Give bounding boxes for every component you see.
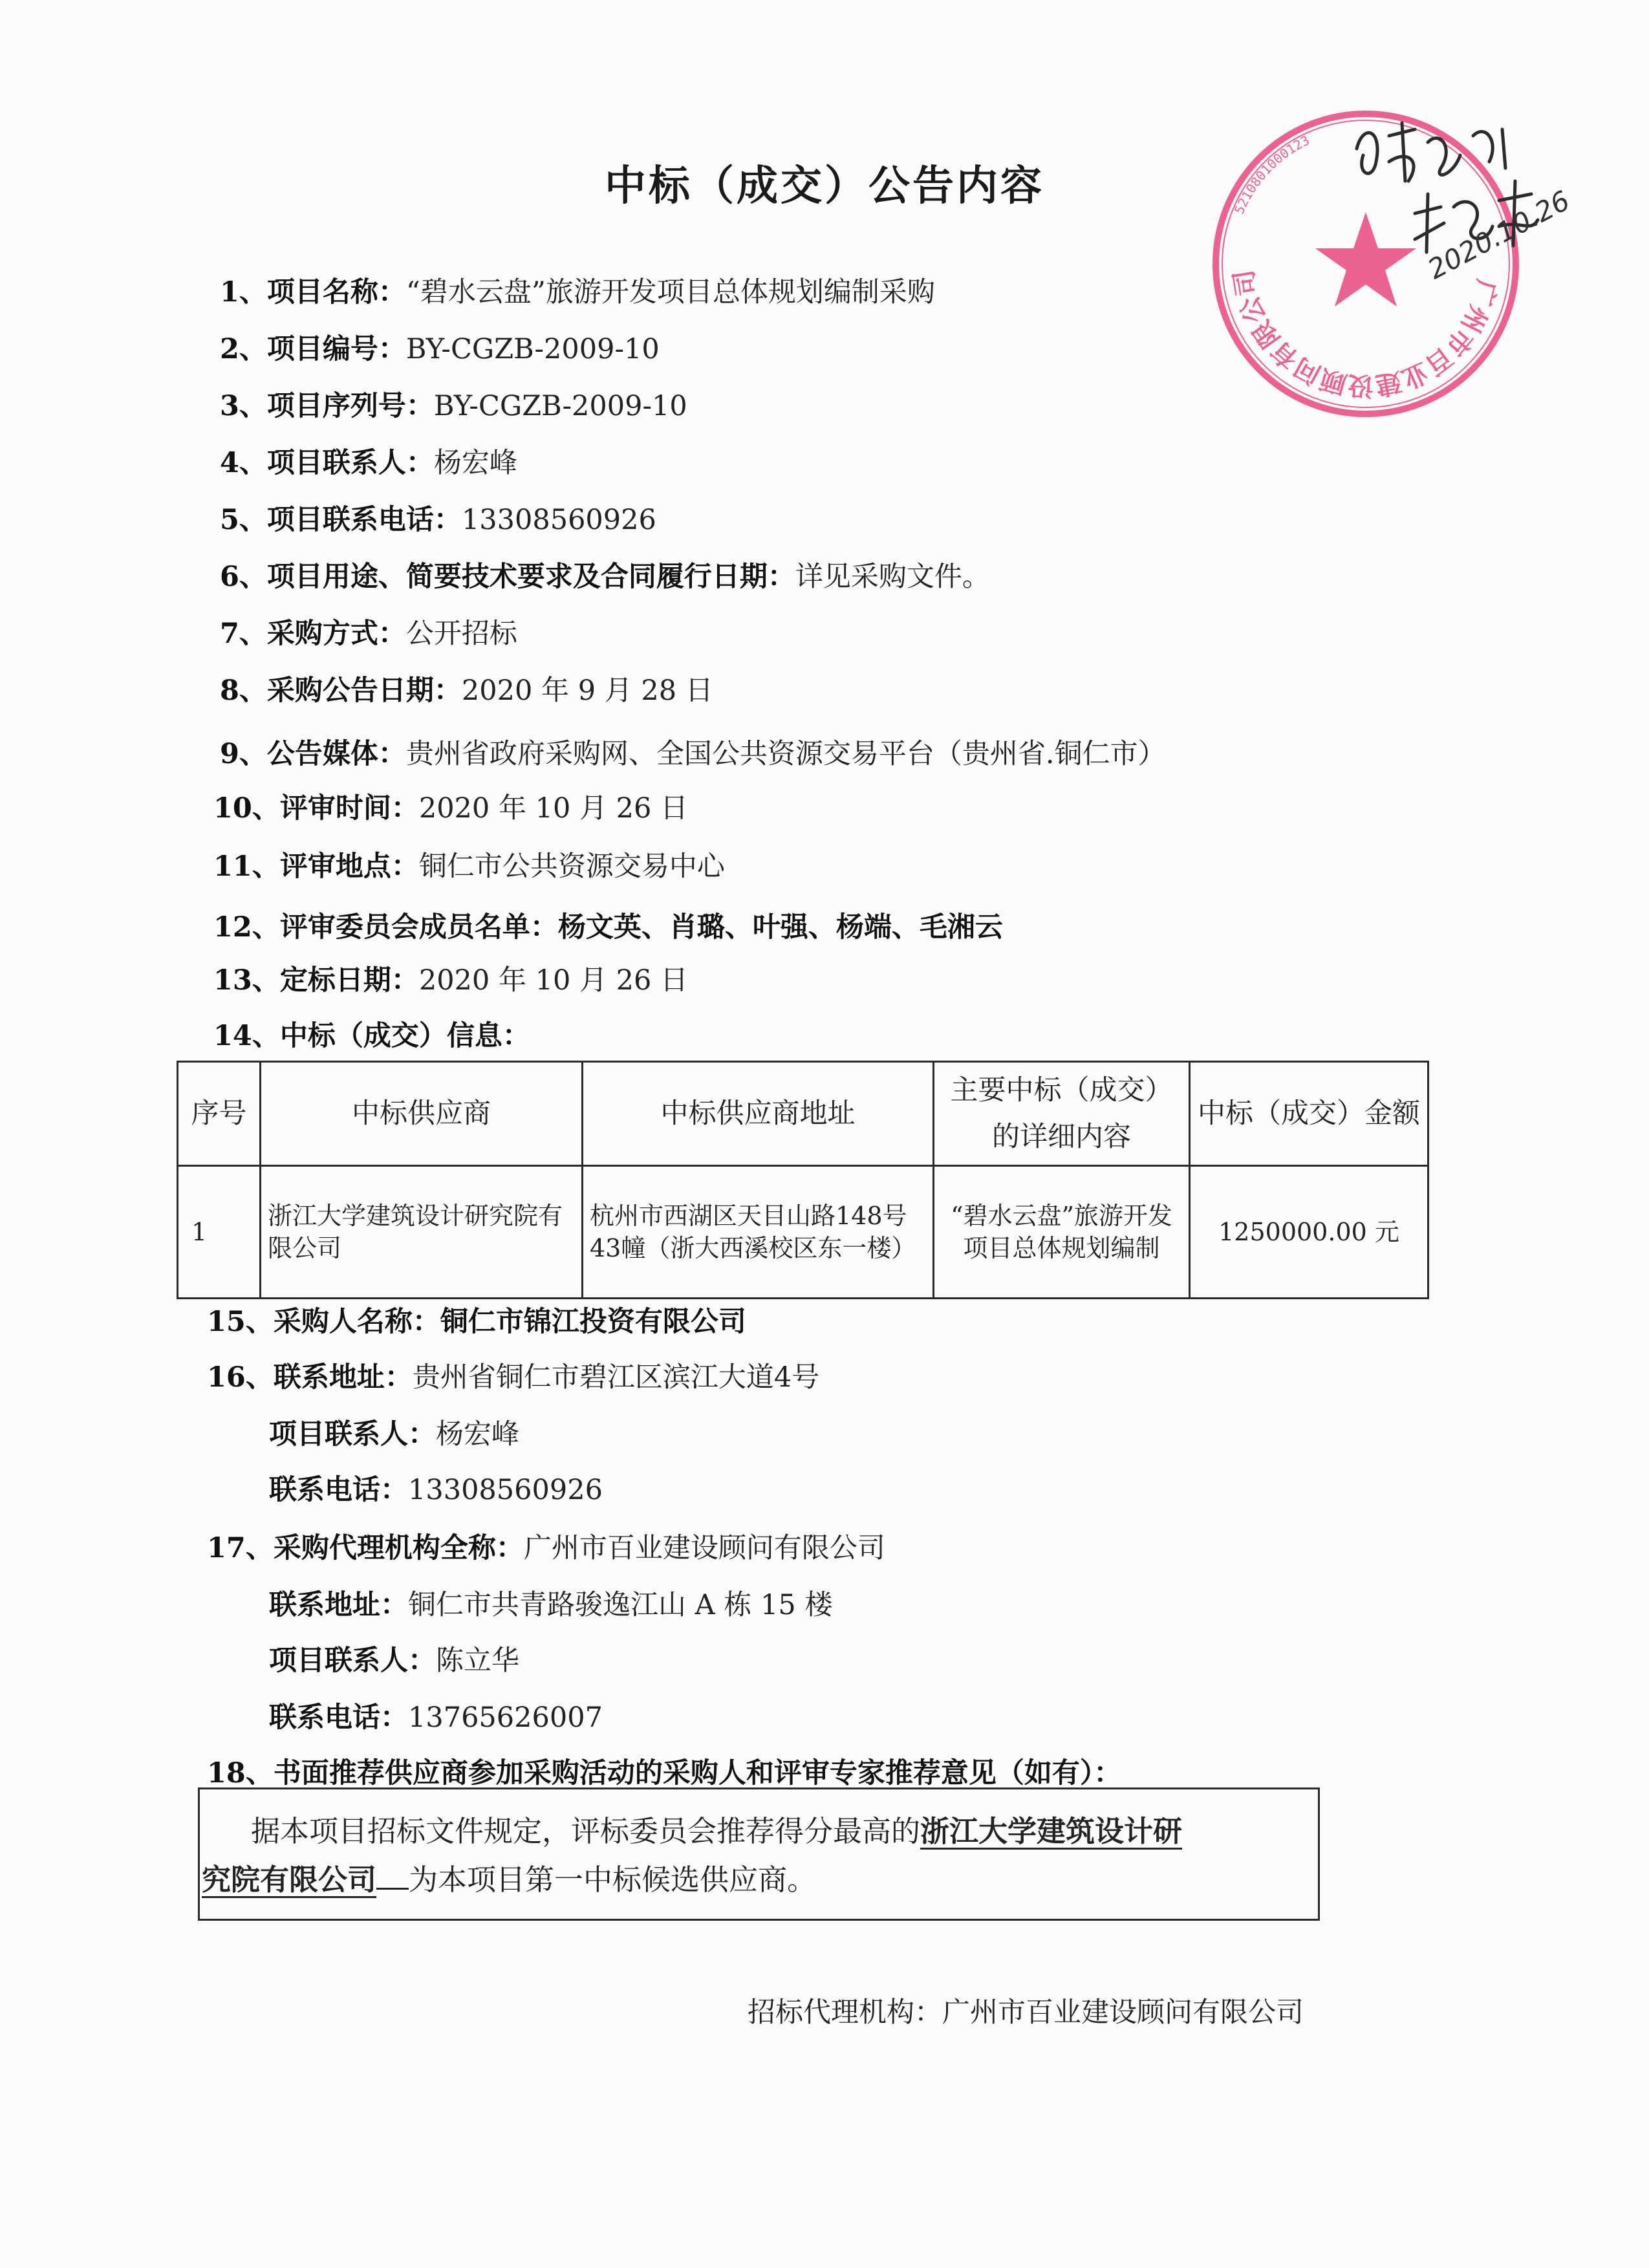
item-label: 8、采购公告日期： — [220, 675, 462, 707]
item-label: 15、采购人名称： — [207, 1306, 440, 1338]
item-review-location — [213, 847, 725, 886]
item-project-phone — [220, 501, 656, 539]
item-project-contact — [220, 444, 517, 482]
item-label: 16、联系地址： — [207, 1361, 413, 1394]
item-value: “碧水云盘”旅游开发项目总体规划编制采购 — [405, 276, 935, 308]
item-value: 铜仁市公共资源交易中心 — [418, 850, 725, 883]
item-value: 杨宏峰 — [436, 1418, 519, 1451]
item-agency-address — [269, 1586, 832, 1625]
item-value: 13308560926 — [408, 1474, 603, 1506]
item-label: 17、采购代理机构全称： — [207, 1532, 524, 1564]
header-award-content: 主要中标（成交）的详细内容 — [934, 1062, 1190, 1166]
item-label: 项目联系人： — [269, 1418, 436, 1451]
item-label: 项目联系人： — [269, 1645, 436, 1677]
item-label: 11、评审地点： — [213, 850, 419, 883]
item-purchaser-name — [207, 1302, 746, 1341]
item-media — [220, 735, 1166, 773]
recommendation-part-1: 据本项目招标文件规定，评标委员会推荐得分最高的 — [251, 1814, 921, 1848]
table-row — [178, 1166, 1428, 1299]
stamp-serial: 5210801000123 — [1231, 132, 1312, 217]
cell-supplier-address: 杭州市西湖区天目山路148号43幢（浙大西溪校区东一楼） — [583, 1166, 934, 1299]
item-label: 13、定标日期： — [213, 964, 419, 997]
cell-index: 1 — [178, 1166, 261, 1299]
item-award-info — [213, 1017, 530, 1055]
underline-blank — [376, 1862, 409, 1890]
item-label: 6、项目用途、简要技术要求及合同履行日期： — [220, 561, 795, 593]
item-label: 4、项目联系人： — [220, 447, 434, 479]
item-value: 详见采购文件。 — [795, 561, 990, 593]
header-award-amount: 中标（成交）金额 — [1190, 1062, 1428, 1166]
item-label: 联系电话： — [269, 1474, 408, 1506]
item-purchaser-contact — [269, 1415, 519, 1454]
footer-agency — [748, 1993, 1304, 2032]
item-label: 18、书面推荐供应商参加采购活动的采购人和评审专家推荐意见（如有）： — [207, 1757, 1122, 1789]
award-table — [177, 1061, 1429, 1299]
recommendation-line-1 — [251, 1807, 1182, 1855]
item-value: 贵州省政府采购网、全国公共资源交易平台（贵州省.铜仁市） — [405, 738, 1166, 770]
item-label: 12、评审委员会成员名单： — [213, 911, 558, 944]
item-value: 公开招标 — [405, 618, 517, 650]
item-label: 14、中标（成交）信息： — [213, 1020, 530, 1052]
item-purchaser-phone — [269, 1471, 603, 1509]
item-value: 铜仁市锦江投资有限公司 — [440, 1306, 746, 1338]
header-supplier-address: 中标供应商地址 — [583, 1062, 934, 1166]
item-project-usage — [220, 557, 990, 596]
item-label: 2、项目编号： — [220, 333, 406, 365]
item-value: 2020 年 10 月 26 日 — [418, 792, 689, 825]
cell-award-amount: 1250000.00 元 — [1190, 1166, 1428, 1299]
item-value: 杨宏峰 — [433, 447, 517, 479]
cell-award-content: “碧水云盘”旅游开发项目总体规划编制 — [934, 1166, 1190, 1299]
item-project-name — [220, 273, 935, 312]
item-label: 联系地址： — [269, 1589, 408, 1621]
item-project-serial — [220, 387, 687, 426]
item-value: 广州市百业建设顾问有限公司 — [523, 1532, 885, 1564]
item-value: 陈立华 — [436, 1645, 519, 1677]
item-label: 联系电话： — [269, 1701, 408, 1734]
item-label: 5、项目联系电话： — [220, 504, 462, 536]
item-value: BY-CGZB-2009-10 — [433, 390, 687, 422]
item-agency-name — [207, 1529, 885, 1568]
recommendation-part-2: 为本项目第一中标候选供应商。 — [409, 1863, 817, 1897]
cell-supplier: 浙江大学建筑设计研究院有限公司 — [261, 1166, 583, 1299]
item-committee-members — [213, 908, 1003, 947]
item-value: 2020 年 9 月 28 日 — [461, 675, 713, 707]
recommendation-line-2 — [202, 1855, 816, 1904]
item-project-number — [220, 330, 660, 369]
footer-label: 招标代理机构： — [748, 1996, 942, 2029]
item-label: 3、项目序列号： — [220, 390, 434, 422]
header-supplier: 中标供应商 — [261, 1062, 583, 1166]
item-agency-phone — [269, 1698, 603, 1737]
page-title: 中标（成交）公告内容 — [605, 162, 1044, 210]
header-index: 序号 — [178, 1062, 261, 1166]
recommended-supplier-part-a: 浙江大学建筑设计研 — [920, 1814, 1183, 1848]
item-label: 10、评审时间： — [213, 792, 419, 825]
item-award-date — [213, 961, 688, 1000]
item-value: 铜仁市共青路骏逸江山 A 栋 15 楼 — [408, 1589, 833, 1621]
item-value: 13765626007 — [408, 1701, 603, 1734]
item-label: 7、采购方式： — [220, 618, 406, 650]
footer-value: 广州市百业建设顾问有限公司 — [942, 1996, 1304, 2029]
table-header-row — [178, 1062, 1428, 1166]
item-agency-contact — [269, 1641, 519, 1680]
recommended-supplier-part-b: 究院有限公司 — [202, 1863, 377, 1897]
item-value: 杨文英、肖璐、叶强、杨端、毛湘云 — [557, 911, 1003, 944]
item-label: 9、公告媒体： — [220, 738, 406, 770]
item-value: 2020 年 10 月 26 日 — [418, 964, 689, 997]
signature-date: 2020.10.26 — [1423, 184, 1575, 286]
stamp-text: 广州市百业建设顾问有限公司 — [1229, 268, 1502, 401]
item-announcement-date — [220, 671, 713, 710]
item-value: 13308560926 — [461, 504, 656, 536]
item-review-time — [213, 789, 688, 828]
item-label: 1、项目名称： — [220, 276, 406, 308]
item-recommendation — [207, 1754, 1121, 1793]
item-procurement-method — [220, 614, 517, 653]
item-value: BY-CGZB-2009-10 — [405, 333, 660, 365]
item-purchaser-address — [207, 1358, 819, 1397]
item-value: 贵州省铜仁市碧江区滨江大道4号 — [412, 1361, 820, 1394]
